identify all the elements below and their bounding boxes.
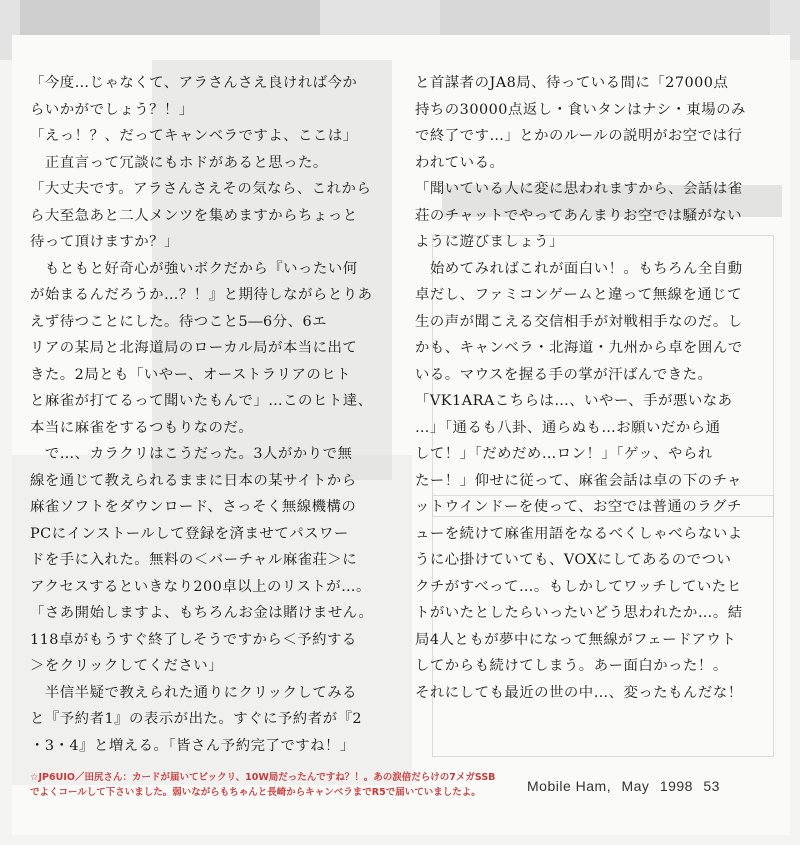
article-line: うに心掛けていても、VOXにしてあるのでつい: [415, 552, 732, 568]
footnote-line: でよくコールして下さいました。弱いながらもちゃんと長崎からキャンベラまでR5で届いていましたよ。: [30, 787, 481, 798]
article-line: ューを続けて麻雀用語をなるべくしゃべらないよ: [415, 525, 743, 542]
article-line: 卓だし、ファミコンゲームと違って無線を通じて: [415, 287, 743, 303]
article-line: ットウインドーを使って、お空では普通のラグチ: [415, 499, 742, 515]
article-line: PCにインストールして登録を済ませてパスワー: [30, 525, 349, 542]
folio-year: 1998: [659, 778, 693, 794]
article-line: してからも続けてしまう。あー面白かった！。: [415, 658, 728, 674]
article-left-column: [30, 70, 418, 759]
article-line: 麻雀ソフトをダウンロード、さっそく無線機構の: [30, 499, 357, 515]
article-line: と『予約者1』の表示が出た。すぐに予約者が『2: [30, 711, 363, 727]
article-line: ・3・4』と増える。「皆さん予約完了ですね！」: [30, 737, 355, 754]
article-line: かも、キャンベラ・北海道・九州から卓を囲んで: [415, 340, 743, 356]
article-line: …」「通るも八卦、通らぬも…お願いだから通: [415, 419, 721, 436]
article-line: 生の声が聞こえる交信相手が対戦相手なのだ。し: [415, 313, 743, 330]
article-line: 線を通じて教えられるままに日本の某サイトから: [30, 472, 357, 489]
page-folio: [527, 778, 726, 794]
article-line: 「聞いている人に変に思われますから、会話は雀: [415, 181, 743, 197]
article-line: 正直言って冗談にもホドがあると思った。: [30, 154, 328, 171]
article-line: ドを手に入れた。無料の＜バーチャル麻雀荘＞に: [30, 552, 358, 568]
article-line: もともと好奇心が強いボクだから『いったい何: [30, 260, 358, 277]
article-line: それにしても最近の世の中…、変ったもんだな！: [415, 684, 743, 701]
article-line: が始まるんだろうか…？！』と期待しながらとりあ: [30, 287, 373, 303]
article-line: と首謀者のJA8局、待っている間に「27000点: [415, 75, 729, 91]
article-line: して！」「だめだめ…ロン！」「ゲッ、やられ: [415, 446, 713, 462]
article-line: 待って頂けますか？」: [30, 234, 179, 250]
article-line: 始めてみればこれが面白い！。もちろん全自動: [415, 260, 743, 277]
folio-month: May: [621, 778, 650, 794]
article-line: 118卓がもうすぐ終了しそうですから＜予約する: [30, 631, 357, 648]
article-line: クチがすべって…。もしかしてワッチしていたヒ: [415, 578, 742, 595]
article-line: 「さあ開始しますよ、もちろんお金は賭けません。: [30, 605, 374, 621]
article-line: 半信半疑で教えられた通りにクリックしてみる: [30, 684, 358, 701]
footnote-line: ☆JP6UIO／田尻さん：カードが届いてビックリ、10W局だったんですね？！。あの涙倍だらけの7メガSSB: [30, 772, 496, 783]
article-line: と麻雀が打てるって聞いたもんで」…このヒト達、: [30, 393, 373, 409]
article-line: 「えっ！？、だってキャンベラですよ、ここは」: [30, 128, 358, 144]
reader-footnote: [30, 770, 530, 800]
article-line: 「大丈夫です。アラさんさえその気なら、これから: [30, 181, 372, 197]
article-line: らいかがでしょう？！」: [30, 101, 194, 118]
article-right-column: [415, 70, 795, 706]
article-line: リアの某局と北海道局のローカル局が本当に出て: [30, 340, 358, 356]
article-line: ＞をクリックしてください」: [30, 658, 224, 674]
article-line: 「今度…じゃなくて、アラさんさえ良ければ今か: [30, 75, 358, 91]
folio-page-number: 53: [703, 778, 720, 794]
article-line: ように遊びましょう」: [415, 234, 564, 250]
article-line: アクセスするといきなり200卓以上のリストが…。: [30, 578, 371, 595]
article-line: 「VK1ARAこちらは…、いやー、手が悪いなあ: [415, 393, 733, 409]
article-line: 本当に麻雀をするつもりなのだ。: [30, 419, 254, 436]
article-line: きた。2局とも「いやー、オーストラリアのヒト: [30, 366, 352, 383]
article-line: 荘のチャットでやってあんまりお空では騒がない: [415, 207, 743, 224]
article-line: 局4人ともが夢中になって無線がフェードアウト: [415, 631, 737, 648]
article-line: で…、カラクリはこうだった。3人がかりで無: [30, 446, 353, 462]
article-line: 持ちの30000点返し・食いタンはナシ・東場のみ: [415, 101, 746, 118]
article-line: われている。: [415, 154, 505, 171]
article-line: いる。マウスを握る手の掌が汗ばんできた。: [415, 366, 713, 383]
article-line: たー！」仰せに従って、麻雀会話は卓の下のチャ: [415, 472, 742, 489]
article-line: えず待つことにした。待つこと5―6分、6エ: [30, 313, 327, 330]
article-line: トがいたとしたらいったいどう思われたか…。結: [415, 605, 743, 621]
folio-magazine: Mobile Ham,: [527, 778, 612, 794]
article-line: ら大至急あと二人メンツを集めますからちょっと: [30, 207, 358, 224]
article-line: で終了です…」とかのルールの説明がお空では行: [415, 128, 743, 144]
